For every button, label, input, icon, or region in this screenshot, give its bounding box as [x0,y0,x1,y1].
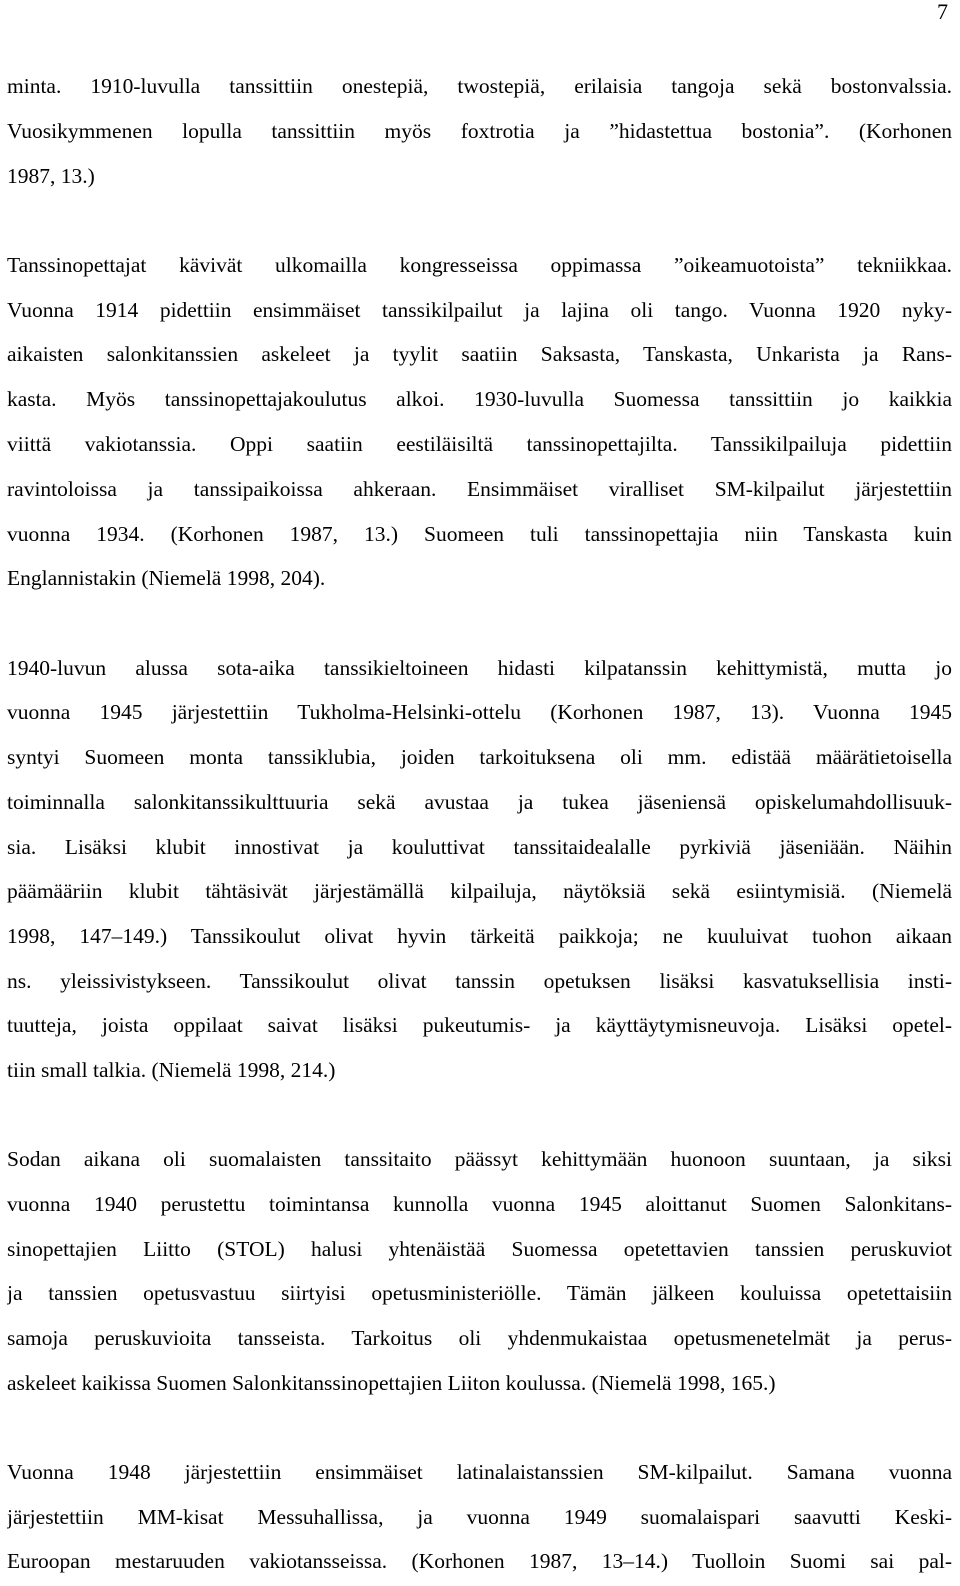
text-line: järjestettiin MM-kisat Messuhallissa, ja vuonna 1949 suomalaispari saavutti Keski- [7,1505,952,1529]
text-line: tiin small talkia. (Niemelä 1998, 214.) [7,1058,336,1082]
text-line: kasta. Myös tanssinopettajakoulutus alkoi. 1930-luvulla Suomessa tanssittiin jo kaikkia [7,387,952,411]
text-line: tuutteja, joista oppilaat saivat lisäksi pukeutumis- ja käyttäytymisneuvoja. Lisäksi opetel- [7,1013,952,1037]
text-line: vuonna 1945 järjestettiin Tukholma-Helsinki-ottelu (Korhonen 1987, 13). Vuonna 1945 [7,700,952,724]
text-line: toiminnalla salonkitanssikulttuuria sekä avustaa ja tukea jäseniensä opiskelumahdollisuuk- [7,790,952,814]
text-line: vuonna 1934. (Korhonen 1987, 13.) Suomeen tuli tanssinopettajia niin Tanskasta kuin [7,522,952,546]
text-line: Vuonna 1948 järjestettiin ensimmäiset latinalaistanssien SM-kilpailut. Samana vuonna [7,1460,952,1484]
text-line: 1940-luvun alussa sota-aika tanssikieltoineen hidasti kilpatanssin kehittymistä, mutta jo [7,656,952,680]
text-line: viittä vakiotanssia. Oppi saatiin eestiläisiltä tanssinopettajilta. Tanssikilpailuja pidettiin [7,432,952,456]
text-line: Euroopan mestaruuden vakiotansseissa. (Korhonen 1987, 13–14.) Tuolloin Suomi sai pal- [7,1549,952,1573]
text-line: samoja peruskuvioita tansseista. Tarkoitus oli yhdenmukaistaa opetusmenetelmät ja perus- [7,1326,952,1350]
text-line: Tanssinopettajat kävivät ulkomailla kongresseissa oppimassa ”oikeamuotoista” tekniikkaa. [7,253,952,277]
text-line: 1987, 13.) [7,164,95,188]
text-line: Vuosikymmenen lopulla tanssittiin myös foxtrotia ja ”hidastettua bostonia”. (Korhonen [7,119,952,143]
text-line: minta. 1910-luvulla tanssittiin onestepiä, twostepiä, erilaisia tangoja sekä bostonvalssia. [7,74,952,98]
text-line: ja tanssien opetusvastuu siirtyisi opetusministeriölle. Tämän jälkeen kouluissa opetettaisiin [7,1281,952,1305]
text-line: sia. Lisäksi klubit innostivat ja kouluttivat tanssitaidealalle pyrkiviä jäseniään. Näihin [7,835,952,859]
text-line: ns. yleissivistykseen. Tanssikoulut olivat tanssin opetuksen lisäksi kasvatuksellisia insti- [7,969,952,993]
text-line: sinopettajien Liitto (STOL) halusi yhtenäistää Suomessa opetettavien tanssien peruskuviot [7,1237,952,1261]
text-line: Sodan aikana oli suomalaisten tanssitaito päässyt kehittymään huonoon suuntaan, ja siksi [7,1147,952,1171]
text-line: askeleet kaikissa Suomen Salonkitanssinopettajien Liiton koulussa. (Niemelä 1998, 165.) [7,1371,776,1395]
text-line: 1998, 147–149.) Tanssikoulut olivat hyvin tärkeitä paikkoja; ne kuuluivat tuohon aikaan [7,924,952,948]
page-number: 7 [937,0,948,24]
text-line: Vuonna 1914 pidettiin ensimmäiset tanssikilpailut ja lajina oli tango. Vuonna 1920 nyky- [7,298,952,322]
text-line: Englannistakin (Niemelä 1998, 204). [7,566,326,590]
text-line: ravintoloissa ja tanssipaikoissa ahkeraan. Ensimmäiset viralliset SM-kilpailut järjestettiin [7,477,952,501]
text-line: aikaisten salonkitanssien askeleet ja tyylit saatiin Saksasta, Tanskasta, Unkarista ja Rans- [7,342,952,366]
text-line: vuonna 1940 perustettu toimintansa kunnolla vuonna 1945 aloittanut Suomen Salonkitans- [7,1192,952,1216]
text-line: syntyi Suomeen monta tanssiklubia, joiden tarkoituksena oli mm. edistää määrätietoisella [7,745,952,769]
text-line: päämääriin klubit tähtäsivät järjestämällä kilpailuja, näytöksiä sekä esiintymisiä. (Niemelä [7,879,952,903]
